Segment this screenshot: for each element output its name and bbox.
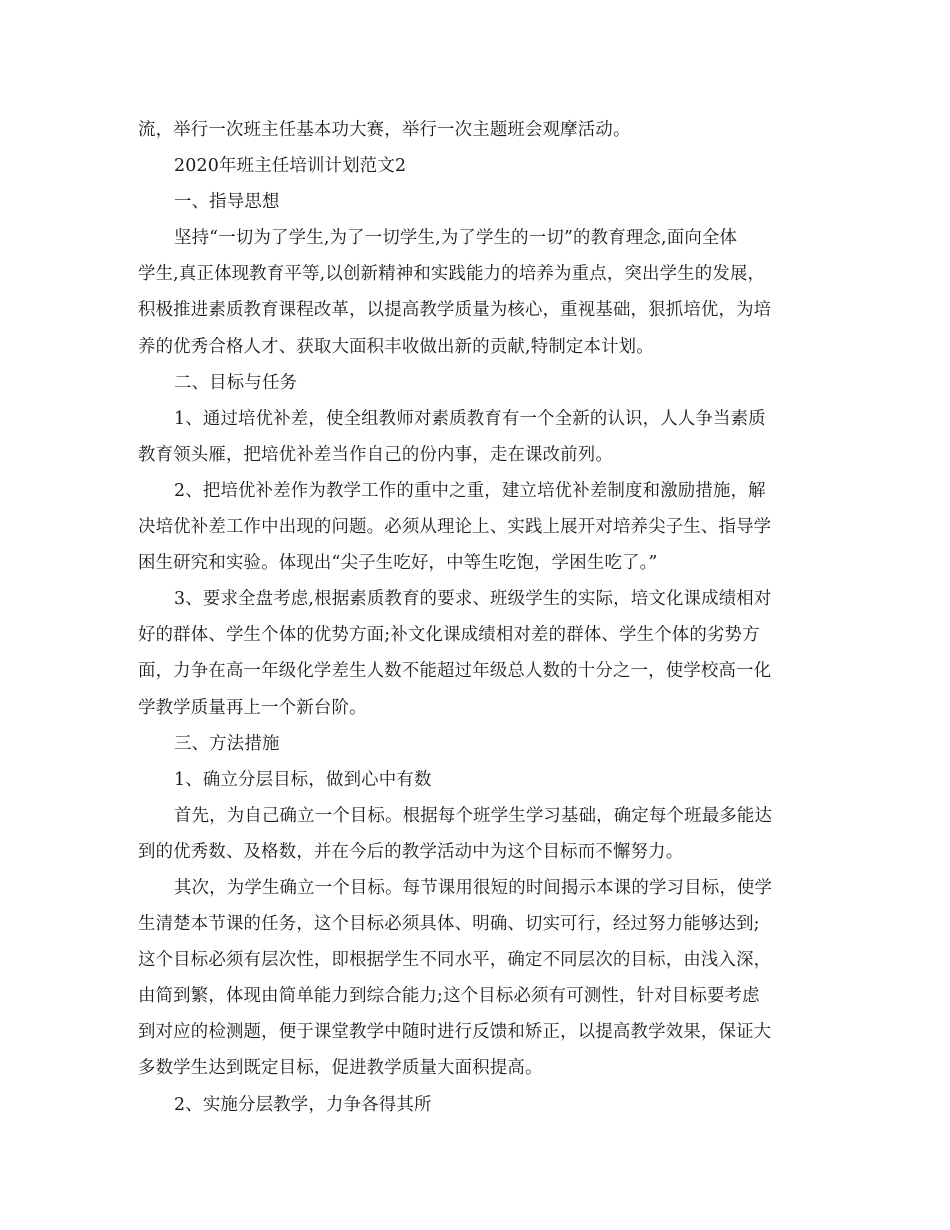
text-line: 三、方法措施 [174,733,280,754]
text-line: 面，力争在高一年级化学差生人数不能超过年级总人数的十分之一，使学校高一化 [138,661,772,682]
text-line: 学教学质量再上一个新台阶。 [138,697,367,718]
text-line: 好的群体、学生个体的优势方面;补文化课成绩相对差的群体、学生个体的劣势方 [138,625,760,646]
text-line: 养的优秀合格人才、获取大面积丰收做出新的贡献,特制定本计划。 [138,336,654,357]
text-line: 生清楚本节课的任务，这个目标必须具体、明确、切实可行，经过努力能够达到; [138,914,760,935]
text-line: 由简到繁，体现由简单能力到综合能力;这个目标必须有可测性，针对目标要考虑 [138,986,760,1007]
text-line: 决培优补差工作中出现的问题。必须从理论上、实践上展开对培养尖子生、指导学 [138,517,772,538]
text-line: 流，举行一次班主任基本功大赛，举行一次主题班会观摩活动。 [138,120,631,140]
text-line: 困生研究和实验。体现出“尖子生吃好，中等生吃饱，学困生吃了。” [138,553,658,574]
text-line: 到的优秀数、及格数，并在今后的教学活动中为这个目标而不懈努力。 [138,841,684,862]
text-line: 这个目标必须有层次性，即根据学生不同水平，确定不同层次的目标，由浅入深， [138,950,772,971]
text-line: 坚持“一切为了学生,为了一切学生,为了学生的一切”的教育理念,面向全体 [174,228,738,249]
text-line: 3、要求全盘考虑,根据素质教育的要求、班级学生的实际，培文化课成绩相对 [174,589,772,610]
text-line: 教育领头雁，把培优补差当作自己的份内事，走在课改前列。 [138,444,613,465]
text-line: 1、通过培优补差，使全组教师对素质教育有一个全新的认识，人人争当素质 [174,408,766,429]
text-line: 积极推进素质教育课程改革，以提高教学质量为核心，重视基础，狠抓培优，为培 [138,300,772,321]
text-line: 2、把培优补差作为教学工作的重中之重，建立培优补差制度和激励措施，解 [174,480,766,501]
text-line: 二、目标与任务 [174,372,298,393]
text-line: 学生,真正体现教育平等,以创新精神和实践能力的培养为重点，突出学生的发展， [138,264,766,285]
text-line: 一、指导思想 [174,192,280,213]
text-line: 2020年班主任培训计划范文2 [174,156,407,177]
text-line: 到对应的检测题，便于课堂教学中随时进行反馈和矫正，以提高教学效果，保证大 [138,1022,772,1043]
text-line: 首先，为自己确立一个目标。根据每个班学生学习基础，确定每个班最多能达 [174,805,773,826]
text-line: 多数学生达到既定目标，促进教学质量大面积提高。 [138,1058,543,1079]
text-line: 2、实施分层教学，力争各得其所 [174,1094,432,1115]
text-line: 1、确立分层目标，做到心中有数 [174,769,432,790]
document-page [138,112,814,1123]
text-line: 其次，为学生确立一个目标。每节课用很短的时间揭示本课的学习目标，使学 [174,877,773,898]
